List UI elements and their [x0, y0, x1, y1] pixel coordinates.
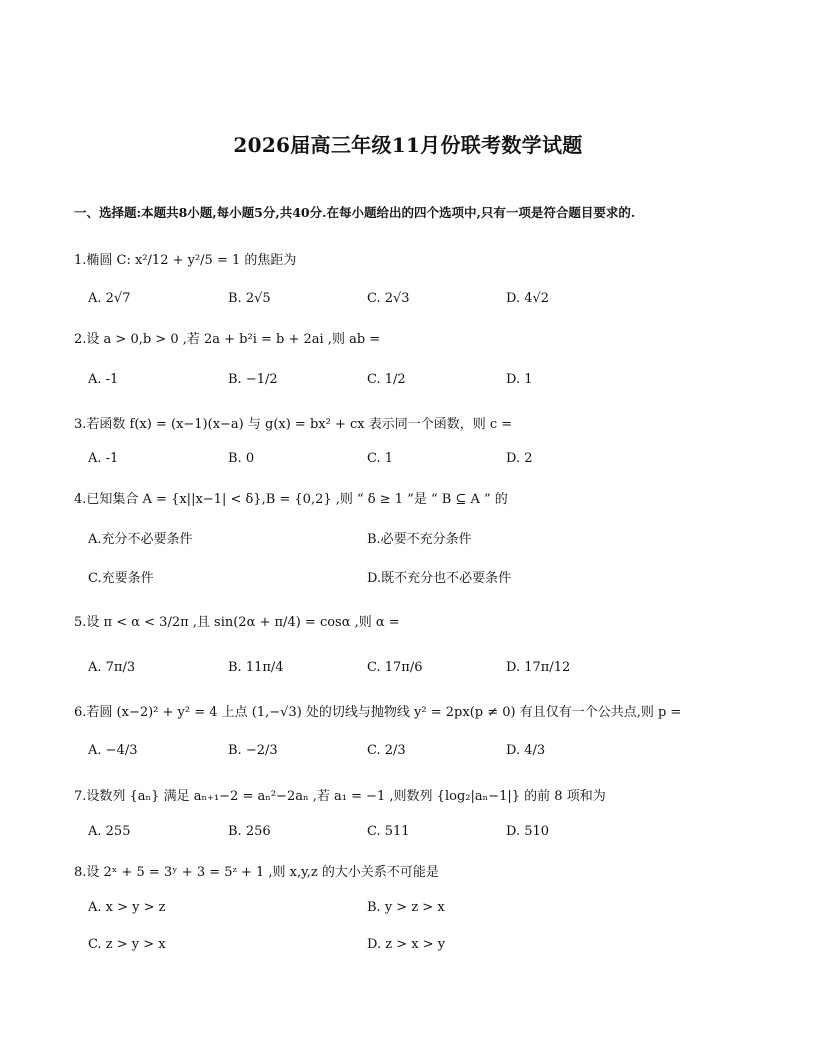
question-1-option-d: D. 4√2 — [506, 291, 550, 306]
question-7-stem: 7.设数列 {aₙ} 满足 aₙ₊₁−2 = aₙ²−2aₙ ,若 a₁ = −1 ,则数列 {log₂|aₙ−1|} 的前 8 项和为 — [74, 789, 606, 804]
question-3-option-c: C. 1 — [367, 451, 394, 466]
question-5-option-c: C. 17π/6 — [367, 660, 423, 675]
question-5-option-b: B. 11π/4 — [228, 660, 284, 675]
question-7-option-a: A. 255 — [88, 824, 131, 839]
question-3-option-b: B. 0 — [228, 451, 255, 466]
question-5-stem: 5.设 π < α < 3/2π ,且 sin(2α + π/4) = cosα ,则 α = — [74, 615, 400, 630]
question-4-stem: 4.已知集合 A = {x||x−1| < δ},B = {0,2} ,则 “ δ ≥ 1 ”是 “ B ⊆ A ” 的 — [74, 492, 508, 507]
question-6-option-c: C. 2/3 — [367, 743, 406, 758]
question-3-stem: 3.若函数 f(x) = (x−1)(x−a) 与 g(x) = bx² + cx 表示同一个函数，则 c = — [74, 417, 513, 432]
question-7-option-b: B. 256 — [228, 824, 271, 839]
question-2-option-b: B. −1/2 — [228, 372, 278, 387]
question-3-option-a: A. -1 — [88, 451, 119, 466]
question-8-option-a: A. x > y > z — [88, 900, 166, 915]
question-1-option-c: C. 2√3 — [367, 291, 410, 306]
question-5-option-a: A. 7π/3 — [88, 660, 136, 675]
question-6-option-b: B. −2/3 — [228, 743, 278, 758]
question-5-option-d: D. 17π/12 — [506, 660, 571, 675]
question-4-option-c: C.充要条件 — [88, 571, 154, 586]
section-header: 一、选择题:本题共8小题,每小题5分,共40分.在每小题给出的四个选项中,只有一项是符合题目要求的. — [74, 205, 636, 220]
question-2-option-c: C. 1/2 — [367, 372, 406, 387]
question-2-option-d: D. 1 — [506, 372, 533, 387]
question-2-stem: 2.设 a > 0,b > 0 ,若 2a + b²i = b + 2ai ,则 ab = — [74, 332, 381, 347]
question-4-option-b: B.必要不充分条件 — [367, 532, 472, 547]
question-7-option-d: D. 510 — [506, 824, 550, 839]
question-8-option-c: C. z > y > x — [88, 937, 166, 952]
question-4-option-d: D.既不充分也不必要条件 — [367, 571, 512, 586]
question-8-stem: 8.设 2ˣ + 5 = 3ʸ + 3 = 5ᶻ + 1 ,则 x,y,z 的大小关系不可能是 — [74, 865, 439, 880]
question-1-stem: 1.椭圆 C: x²/12 + y²/5 = 1 的焦距为 — [74, 253, 297, 268]
question-3-option-d: D. 2 — [506, 451, 533, 466]
question-1-option-a: A. 2√7 — [88, 291, 131, 306]
question-6-option-a: A. −4/3 — [88, 743, 138, 758]
question-6-option-d: D. 4/3 — [506, 743, 546, 758]
page-title: 2026届高三年级11月份联考数学试题 — [233, 133, 583, 157]
question-1-option-b: B. 2√5 — [228, 291, 271, 306]
question-8-option-d: D. z > x > y — [367, 937, 446, 952]
question-8-option-b: B. y > z > x — [367, 900, 445, 915]
question-4-option-a: A.充分不必要条件 — [88, 532, 193, 547]
question-2-option-a: A. -1 — [88, 372, 119, 387]
question-7-option-c: C. 511 — [367, 824, 410, 839]
question-6-stem: 6.若圆 (x−2)² + y² = 4 上点 (1,−√3) 处的切线与抛物线 y² = 2px(p ≠ 0) 有且仅有一个公共点,则 p = — [74, 705, 682, 720]
